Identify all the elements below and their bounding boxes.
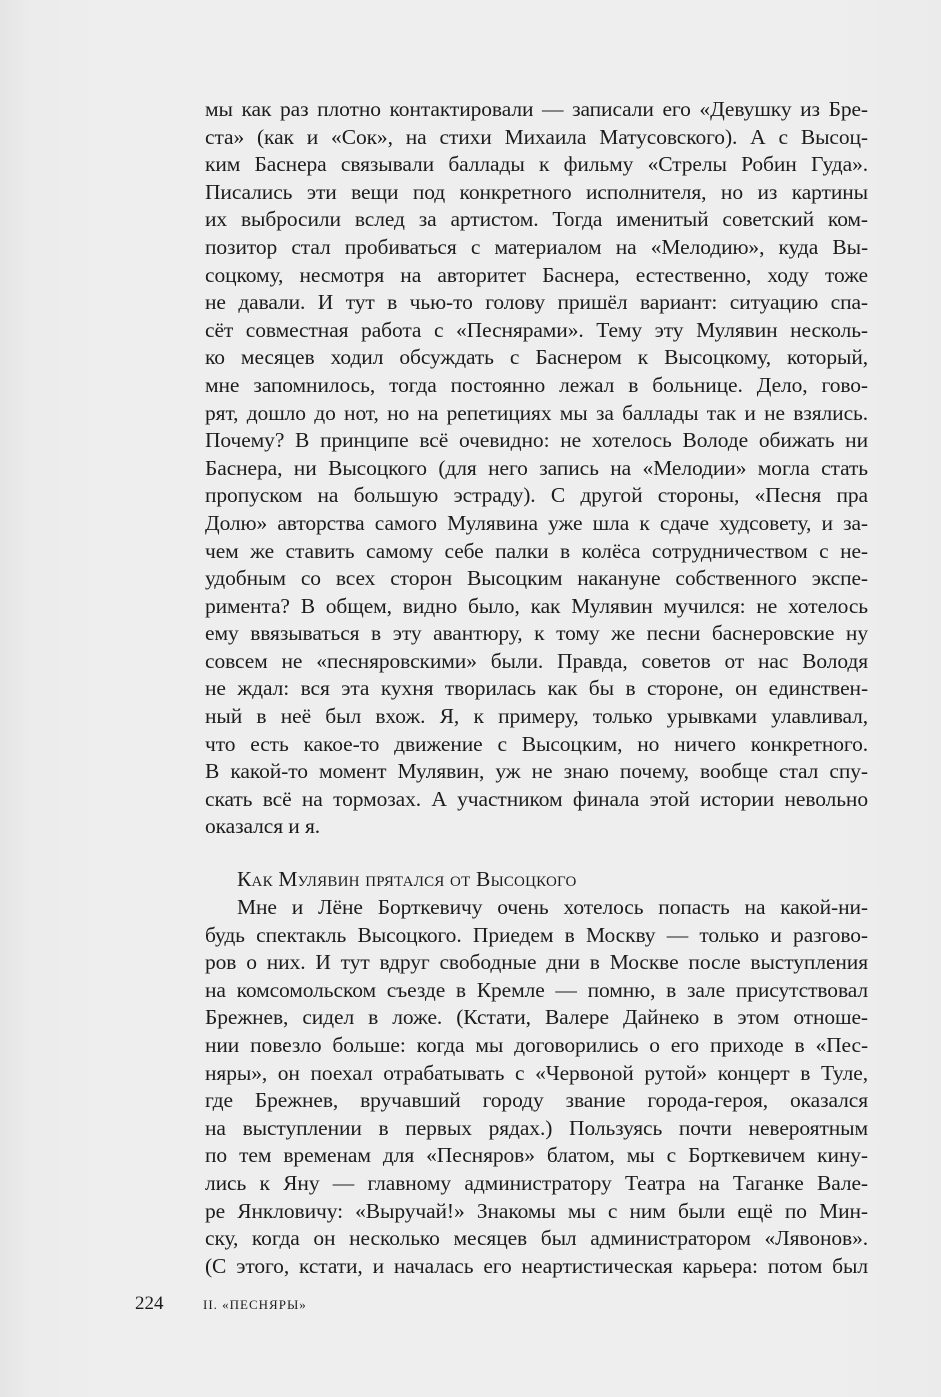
text-line: ре Янкловичу: «Выручай!» Знакомы мы с ним были ещё по Мин- [205,1198,868,1223]
text-line: ким Баснера связывали баллады к фильму «Стрелы Робин Гуда». [205,152,868,177]
text-line: их выбросили вслед за артистом. Тогда именитый советский ком- [205,207,868,232]
text-line: не давали. И тут в чью-то голову пришёл вариант: ситуацию спа- [205,290,868,315]
text-line: ный в неё был вхож. Я, к примеру, только урывками улавливал, [205,704,868,729]
text-line: Долю» авторства самого Мулявина уже шла к сдаче худсовету, и за- [205,510,868,535]
text-line: на комсомольском съезде в Кремле — помню, в зале присутствовал [205,977,868,1002]
text-line: совсем не «песняровскими» были. Правда, советов от нас Володя [205,648,868,673]
text-line: ко месяцев ходил обсуждать с Баснером к Высоцкому, который, [205,345,868,370]
text-line: Брежнев, сидел в ложе. (Кстати, Валере Дайнеко в этом отноше- [205,1005,868,1030]
text-line: В какой-то момент Мулявин, уж не знаю почему, вообще стал спу- [205,759,868,784]
text-line: по тем временам для «Песняров» блатом, мы с Борткевичем кину- [205,1143,868,1168]
text-line: удобным со всех сторон Высоцким накануне собственного экспе- [205,566,868,591]
text-line: не ждал: вся эта кухня творилась как бы в стороне, он единствен- [205,676,868,701]
text-line: мне запомнилось, тогда постоянно лежал в больнице. Дело, гово- [205,372,868,397]
running-head: II. «ПЕСНЯРЫ» [203,1297,307,1312]
text-column [205,96,868,1280]
text-line: Почему? В принципе всё очевидно: не хотелось Володе обижать ни [205,428,868,453]
text-line: Писались эти вещи под конкретного исполнителя, но из картины [205,179,868,204]
text-line: скать всё на тормозах. А участником финала этой истории невольно [205,786,868,811]
page-number: 224 [135,1293,164,1314]
text-line: чем же ставить самому себе палки в колёса сотрудничеством с не- [205,538,868,563]
text-line: римента? В общем, видно было, как Мулявин мучился: не хотелось [205,593,868,618]
text-line: ску, когда он несколько месяцев был администратором «Лявонов». [205,1226,868,1251]
text-line: мы как раз плотно контактировали — записали его «Девушку из Бре- [205,97,868,121]
section-heading: Как Мулявин прятался от Высоцкого [237,867,577,892]
text-line: на выступлении в первых рядах.) Пользуясь почти невероятным [205,1115,868,1140]
text-line: пропуском на большую эстраду). С другой стороны, «Песня пра [205,483,868,508]
text-line: няры», он поехал отрабатывать с «Червоной рутой» концерт в Туле, [205,1060,868,1085]
text-line: (С этого, кстати, и началась его неартистическая карьера: потом был [205,1253,868,1278]
text-line: будь спектакль Высоцкого. Приедем в Москву — только и разгово- [205,922,868,947]
text-line: соцкому, несмотря на авторитет Баснера, естественно, ходу тоже [205,262,868,287]
text-line: где Брежнев, вручавший городу звание города-героя, оказался [205,1088,868,1113]
text-line: Баснера, ни Высоцкого (для него запись на «Мелодии» могла стать [205,455,868,480]
text-line: сёт совместная работа с «Песнярами». Тему эту Мулявин несколь- [205,317,868,342]
text-line: позитор стал пробиваться с материалом на «Мелодию», куда Вы- [205,234,868,259]
text-line: что есть какое-то движение с Высоцким, но ничего конкретного. [205,731,868,756]
text-line: ста» (как и «Сок», на стихи Михаила Матусовского). А с Высоц- [205,124,868,149]
text-line: ров о них. И тут вдруг свободные дни в Москве после выступления [205,950,868,975]
text-line: рят, дошло до нот, но на репетициях мы за баллады так и не взялись. [205,400,868,425]
paragraph-2 [205,894,868,1280]
paragraph-1 [205,96,868,841]
text-line: Мне и Лёне Борткевичу очень хотелось попасть на какой-ни- [237,895,868,920]
text-line: ему ввязываться в эту авантюру, к тому же песни баснеровские ну [205,621,868,646]
text-line: оказался и я. [205,814,321,839]
text-line: лись к Яну — главному администратору Театра на Таганке Вале- [205,1170,868,1195]
text-line: нии повезло больше: когда мы договорились о его приходе в «Пес- [205,1033,868,1057]
